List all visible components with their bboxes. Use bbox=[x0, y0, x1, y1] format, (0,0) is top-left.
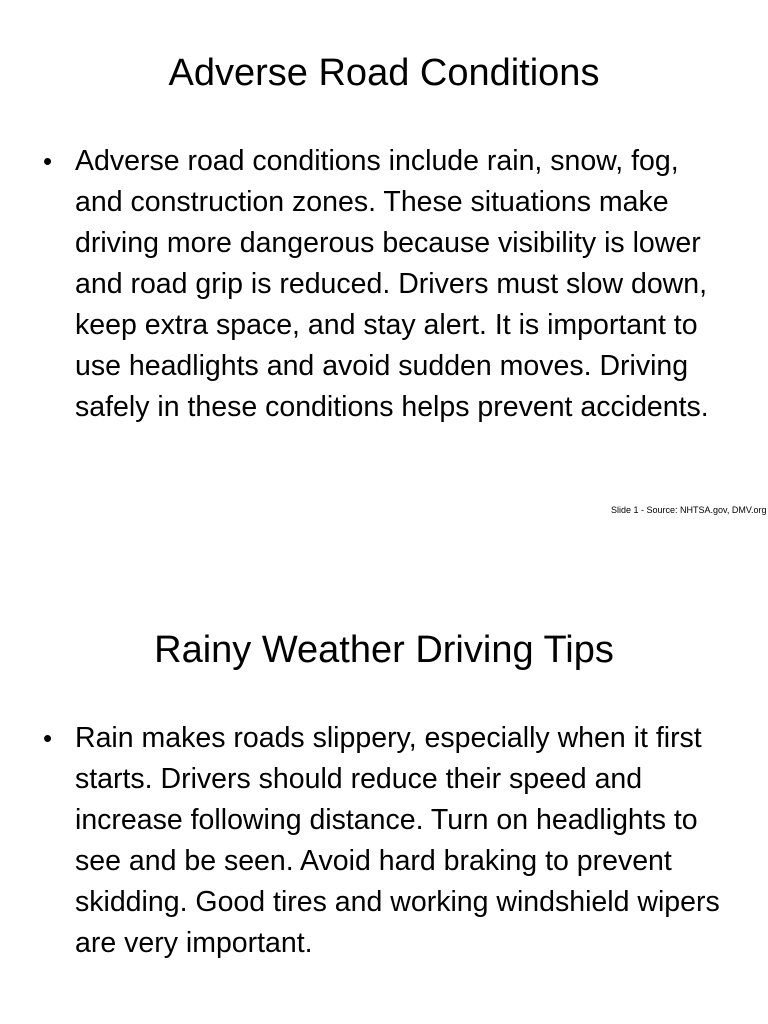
bullet-list bbox=[43, 141, 733, 428]
bullet-icon: • bbox=[43, 723, 53, 753]
slide-title: Rainy Weather Driving Tips bbox=[154, 629, 614, 671]
bullet-item bbox=[43, 141, 733, 428]
bullet-icon: • bbox=[43, 146, 53, 176]
source-footnote: Slide 1 - Source: NHTSA.gov, DMV.org bbox=[611, 505, 767, 515]
bullet-item bbox=[43, 718, 733, 964]
slide-title: Adverse Road Conditions bbox=[168, 52, 600, 94]
bullet-text: Adverse road conditions include rain, snow, fog, and construction zones. These situations make driving more dangerous because visibility is lower and road grip is reduced. Drivers must slow down, keep extra space, and stay alert. It is important to use headlights and avoid sudden moves. Driving safely in these conditions helps prevent accidents. bbox=[75, 145, 709, 423]
bullet-text: Rain makes roads slippery, especially when it first starts. Drivers should reduce their speed and increase following distance. Turn on headlights to see and be seen. Avoid hard braking to prevent skidding. Good tires and working windshield wipers are very important. bbox=[75, 722, 720, 959]
bullet-list bbox=[43, 718, 733, 964]
slide-2 bbox=[0, 577, 768, 1024]
